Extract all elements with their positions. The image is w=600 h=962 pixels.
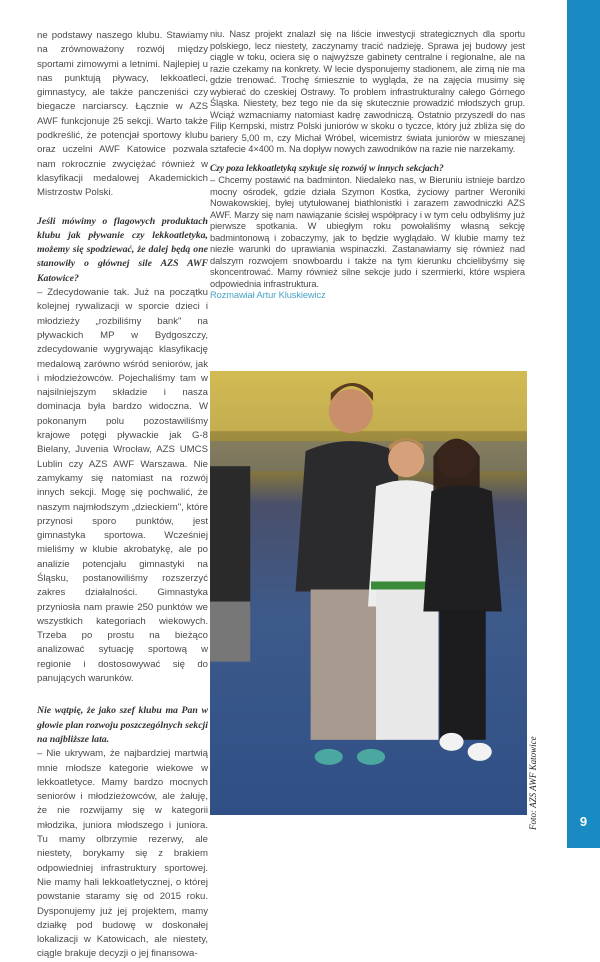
interview-answer: – Zdecydowanie tak. Już na początku kolejnej rywalizacji w sporcie dzieci i młodzieży „rozbiliśmy bank" na pływackich MP w Bydgoszczy, zdecydowanie wygrywając klasyfikację medalową zarówno wśród seniorów, jak i młodzieżowców. Pojechaliśmy tam w najsilniejszym składzie i nasza dominacja była bardzo widoczna. W pokonanym polu pozostawiliśmy krajowe potęgi pływackie jak G-8 Bielany, Juvenia Wrocław, AZS UMCS Lublin czy AZS AWF Warszawa. Nie zamykamy się natomiast na rozwój innych sekcji. Mogę się pochwalić, że naszym najmłodszym „dzieckiem", które przynosi sporo punktów, jest gimnastyka sportowa. Wcześniej mieliśmy w klubie akrobatykę, ale po analizie potencjału gimnastyki na Śląsku, postanowiliśmy rozszerzyć zakres działalności. Gimnastyka przyniosła nam prawie 250 punktów we wszystkich kategoriach wiekowych. Trzeba po prostu na bieżąco analizować sytuację sportową w regionie i dostosowywać się do panujących warunków.: [37, 287, 208, 685]
interview-answer: – Chcemy postawić na badminton. Niedaleko nas, w Bieruniu istnieje bardzo mocny ośrodek, gdzie działa Szymon Kostka, życiowy partner Weroniki Nowakowskiej, byłej utytułowanej biathlonistki i zarazem zawodniczki AZS AWF. Marzy się nam nawiązanie ścisłej współpracy i w tym celu odbyliśmy już pierwsze spotkania. W ubiegłym roku powołaliśmy własną sekcję badmintonową i zobaczymy, jak to będzie wyglądało. W klubie mamy też niezłe warunki do uprawiania wspinaczki. Zastanawiamy się również nad dalszym rozwojem snowboardu i także na tym kierunku chcielibyśmy się skoncentrować. Mamy również silne sekcje judo i szermierki, które wspiera odpowiednia infrastruktura.: [210, 175, 525, 289]
accent-sidebar: [567, 0, 600, 848]
interview-question: Jeśli mówimy o flagowych produktach klubu jak pływanie czy lekkoatletyka, możemy się spodziewać, że dalej będą one stanowiły o głównej sile AZS AWF Katowice?: [37, 215, 208, 284]
paragraph: niu. Nasz projekt znalazł się na liście inwestycji strategicznych dla sportu polskiego, lecz niestety, zaczynamy tracić nadzieję. Sprawa jej budowy jest ciągle w toku, ociera się o najwyższe gabinety centralne i regionalne, ale na razie czekamy na konkrety. W lecie dysponujemy stadionem, ale zimą nie ma gdzie trenować. Trochę śmiesznie to wygląda, że na zajęcia musimy się wybierać do czeskiej Ostrawy. To problem infrastrukturalny całego Górnego Śląska. Niestety, bez tego nie da się skutecznie prowadzić młodszych grup. Wciąż wzmacniamy natomiast kadrę zawodniczą. Ostatnio przyszedł do nas Filip Kempski, mistrz Polski juniorów w skoku o tyczce, który już zbliża się do bariery 5,00 m, czy Michał Wróbel, wicemistrz świata juniorów w mieszanej sztafecie 4×400 m. Na dopływ nowych zawodników na razie nie narzekamy.: [210, 29, 525, 154]
left-column: [37, 29, 208, 962]
page-number: 9: [579, 814, 588, 829]
team-photo: [210, 371, 527, 815]
author-byline: Rozmawiał Artur Kluskiewicz: [210, 290, 326, 300]
paragraph: ne podstawy naszego klubu. Stawiamy na zrównoważony rozwój między sportami zimowymi a letnimi. Najlepiej u nas punktują pływacy, lekkoatleci, gimnastycy, ale także panczeniści czy biegacze narciarscy. Łącznie w AZS AWF funkcjonuje 25 sekcji. Warto także podkreślić, że potencjał sportowy klubu oraz uczelni AWF Katowice pozwala nam rokrocznie zwyciężać również w klasyfikacji medalowej Akademickich Mistrzostw Polski.: [37, 30, 208, 199]
right-column: [210, 29, 525, 302]
interview-question: Czy poza lekkoatletyką szykuje się rozwój w innych sekcjach?: [210, 163, 444, 174]
interview-question: Nie wątpię, że jako szef klubu ma Pan w głowie plan rozwoju poszczególnych sekcji na najbliższe lata.: [37, 705, 208, 745]
interview-answer: – Nie ukrywam, że najbardziej martwią mnie młodsze kategorie wiekowe w lekkoatletyce. Mamy bardzo mocnych seniorów i młodzieżowców, ale żałuję, że nie rozwijamy się w kategorii młodzika, juniora młodszego i juniora. Tu mamy olbrzymie rezerwy, ale niestety, borykamy się z brakiem odpowiedniej infrastruktury sportowej. Nie mamy hali lekkoatletycznej, o której powstanie staramy się od 2015 roku. Dysponujemy już jej projektem, mamy działkę pod budowę w doskonałej lokalizacji w Katowicach, ale niestety, ciągle brakuje decyzji o jej finansowa-: [37, 748, 208, 960]
photo-credit: Foto: AZS AWF Katowice: [528, 736, 538, 830]
photo-illustration: [210, 371, 527, 815]
